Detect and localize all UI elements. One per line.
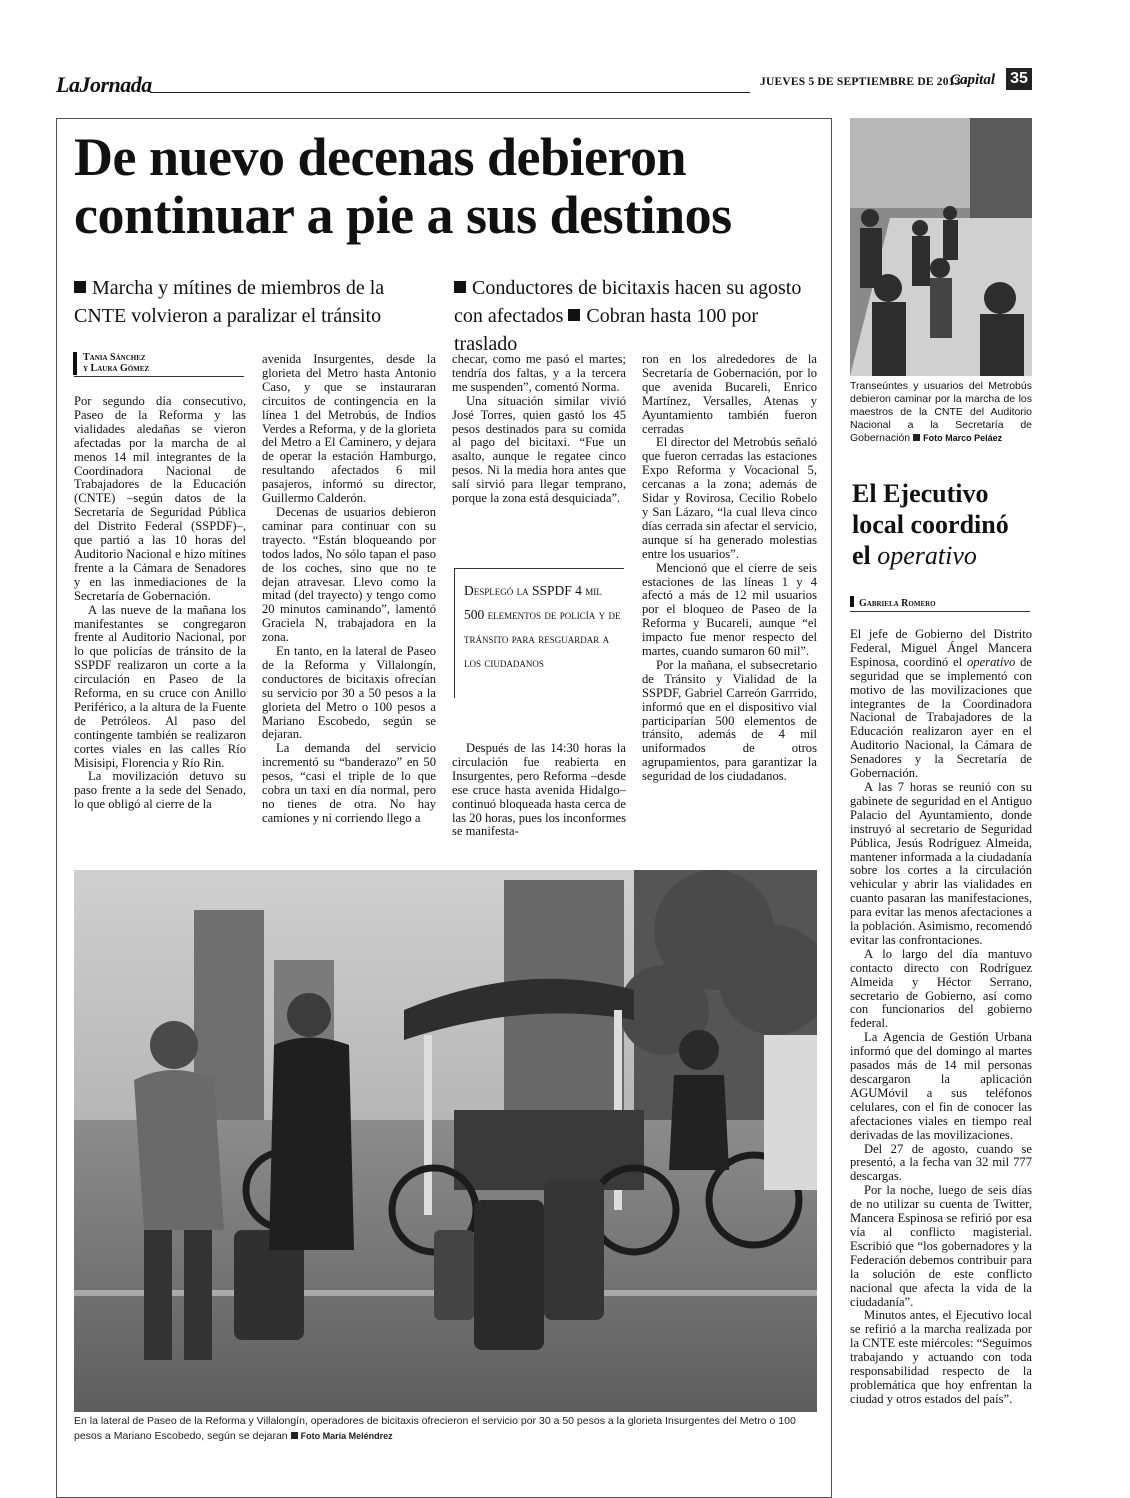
- sidebar-photo-caption-text: Transeúntes y usuarios del Metrobús debieron caminar por la marcha de los maestros de la CNTE del Auditorio Nacional a la Secretaría de Gobernación: [850, 380, 1032, 444]
- paragraph: La movilización detuvo su paso frente a la sede del Senado, lo que obligó al cierre de la: [74, 769, 246, 812]
- byline-author-2: y Laura Gómez: [83, 363, 150, 374]
- article-column-3: [452, 353, 626, 506]
- summary-2-text-b: Cobran hasta 100 por traslado: [454, 305, 759, 355]
- paragraph: Decenas de usuarios debieron caminar para continuar con su trayecto. “Están bloqueando por todos lados, No sólo tapan el paso de los coches, sino que no te dejan atravesar. Llevo como la mitad (del trayecto) y tengo como 20 minutos caminando”, lamentó Graciela N, trabajadora en la zona.: [262, 504, 436, 645]
- paragraph-text: de seguridad que se implementó con motivo de las movilizaciones que integrantes de la Coordinadora Nacional de Trabajadores de la Educación realizaron ayer en el Auditorio Nacional, la Cámara de Senadores y la Secretaría de Gobernación.: [850, 654, 1033, 781]
- bullet-square-icon: [568, 309, 580, 321]
- byline: [74, 352, 244, 377]
- paragraph: El director del Metrobús señaló que fueron cerradas las estaciones Expo Reforma y Vocacional 5, cercanas a la zona; además de Sidar y Rovirosa, Cecilio Robelo y San Lázaro, “la cual lleva cinco días cerrada sin afectar el servicio, aunque sí ha generado molestias entre los usuarios”.: [642, 435, 817, 561]
- dateline: JUEVES 5 DE SEPTIEMBRE DE 2013 •: [760, 76, 968, 88]
- summary-1: [74, 274, 414, 330]
- paragraph: A las 7 horas se reunió con su gabinete de seguridad en el Antiguo Palacio del Ayuntamiento, donde instruyó al secretario de Seguridad Pública, Jesús Rodríguez Almeida, mantener informada a la ciudadanía sobre los cortes a la circulación vehicular y abrir las vialidades en cuanto pasaran las manifestaciones, para evitar las menos afectaciones a la población. Asimismo, recomendó evitar las confrontaciones.: [850, 779, 1032, 947]
- paragraph: [850, 628, 1032, 781]
- sidebar-column: [850, 628, 1032, 1407]
- bicitaxi-photo: [74, 870, 817, 1412]
- paragraph: En tanto, en la lateral de Paseo de la Reforma y Villalongín, conductores de bicitaxis ofrecían su servicio por 30 a 50 pesos a la glorieta del Metro o 100 pesos a Mariano Escobedo, según se dejaran.: [262, 644, 436, 742]
- paragraph: La Agencia de Gestión Urbana informó que del domingo al martes pasados más de 14 mil personas descargaron la aplicación AGUMóvil a sus teléfonos celulares, con el fin de conocer las afectaciones viales en tiempo real derivadas de las movilizaciones.: [850, 1030, 1032, 1142]
- article-column-1: [74, 395, 246, 812]
- paragraph: Minutos antes, el Ejecutivo local se refirió a la marcha realizada por la CNTE este miércoles: “Seguimos trabajando y actuando con toda responsabilidad respecto de la problemática que hoy enfrentan la ciudad y otros estados del país”.: [850, 1308, 1032, 1406]
- paragraph: ron en los alrededores de la Secretaría de Gobernación, por lo que avenida Bucareli, Enrico Martínez, Versalles, Atenas y Ayuntamiento también fueron cerradas: [642, 352, 817, 436]
- paragraph: Por la noche, luego de seis días de no utilizar su cuenta de Twitter, Mancera Espinosa se refirió por esa vía al conflicto magisterial. Escribió que “los gobernadores y la Federación debemos contribuir para la solución de este conflicto nacional que afecta la vida de la ciudadanía”.: [850, 1183, 1032, 1309]
- sidebar-byline: [850, 596, 1030, 612]
- main-photo-caption: [74, 1414, 819, 1444]
- paragraph: checar, como me pasó el martes; tendría dos faltas, y a la tercera me suspenden”, comentó Norma.: [452, 352, 626, 394]
- sidebar-photo-caption: [850, 380, 1032, 445]
- article-column-3-continued: [452, 742, 626, 839]
- paragraph: Por la mañana, el subsecretario de Tránsito y Vialidad de la SSPDF, Gabriel Carreón Garrrido, informó que en el dispositivo vial participarían 500 elementos de tránsito, además de 4 mil uniformados de otros agrupamientos, para garantizar la seguridad de los ciudadanos.: [642, 657, 817, 784]
- article-column-2: [262, 353, 436, 826]
- newspaper-logo: LaJornada: [56, 72, 152, 97]
- sidebar-headline-italic: operativo: [877, 541, 977, 570]
- paragraph: Una situación similar vivió José Torres, quien gastó los 45 pesos destinados para su comida al pago del bicitaxi. “Fue un asalto, aunque le regatee cinco pesos. Ni la media hora antes que salí sirvió para llegar temprano, porque la zona está desquiciada”.: [452, 393, 626, 506]
- paragraph-text: El jefe de Gobierno del Distrito Federal, Miguel Ángel Mancera Espinosa, coordinó el: [850, 627, 1032, 669]
- summary-2-text-a: Conductores de bicitaxis hacen su agosto con afectados: [454, 277, 802, 327]
- paragraph: A lo largo del día mantuvo contacto directo con Rodríguez Almeida y Héctor Serrano, secretario de Gobierno, así como con funcionarios del gobierno federal.: [850, 946, 1032, 1031]
- credit-square-icon: [913, 434, 920, 441]
- summary-1-text: Marcha y mítines de miembros de la CNTE volvieron a paralizar el tránsito: [74, 277, 385, 327]
- pull-quote: Desplegó la SSPDF 4 mil 500 elementos de policía y de tránsito para resguardar a los ciudadanos: [454, 568, 624, 698]
- bicitaxi-photo-illustration: [74, 870, 817, 1412]
- paragraph: La demanda del servicio incrementó su “banderazo” en 50 pesos, “casi el triple de lo que cobra un taxi en día normal, pero no tienes de otra. No hay camiones y ni corriendo llego a: [262, 741, 436, 825]
- main-headline: De nuevo decenas debieron continuar a pie a sus destinos: [74, 127, 732, 245]
- paragraph: Mencionó que el cierre de seis estaciones de las líneas 1 y 4 afectó a más de 12 mil usuarios por el bloqueo de Paseo de la Reforma y Bucareli, aunque “el impacto fue menor respecto del martes, cuando sumaron 60 mil”.: [642, 560, 817, 659]
- main-photo-credit: Foto María Meléndrez: [300, 1431, 393, 1441]
- sidebar-headline-text: El Ejecutivo local coordinó el: [852, 479, 1009, 570]
- summary-2: [454, 274, 824, 358]
- article-column-4: [642, 353, 817, 784]
- paragraph: Del 27 de agosto, cuando se presentó, a la fecha van 32 mil 777 descargas.: [850, 1141, 1032, 1184]
- section-name: Capital: [950, 72, 996, 88]
- page-number: 35: [1006, 68, 1032, 90]
- byline-author-1: Tania Sánchez: [83, 352, 146, 363]
- bullet-square-icon: [454, 281, 466, 293]
- main-photo-caption-text: En la lateral de Paseo de la Reforma y Villalongín, operadores de bicitaxis ofrecieron el servicio por 30 a 50 pesos a la glorieta Insurgentes del Metro o 100 pesos a Mariano Escobedo, según se dejaran: [74, 1415, 796, 1442]
- sidebar-byline-author: Gabriela Romero: [859, 598, 936, 609]
- paragraph: A las nueve de la mañana los manifestantes se congregaron frente al Auditorio Nacional, por lo que policías de tránsito de la SSPDF realizaron un corte a la circulación en Paseo de la Reforma, en su cruce con Anillo Periférico, a la altura de la Fuente de Petróleos. Al paso del contingente también se realizaron cortes viales en las calles Río Misisipi, Florencia y Río Rin.: [74, 602, 246, 770]
- bullet-square-icon: [74, 281, 86, 293]
- paragraph: Después de las 14:30 horas la circulación fue reabierta en Insurgentes, pero Reforma –desde ese cruce hasta avenida Hidalgo– continuó bloqueada hasta cerca de las 20 horas, pues los inconformes se manifesta-: [452, 741, 626, 839]
- byline-bar: [73, 352, 77, 375]
- crowd-photo-illustration: [850, 118, 1032, 376]
- crowd-photo: [850, 118, 1032, 376]
- masthead-rule: [150, 92, 750, 93]
- paragraph: avenida Insurgentes, desde la glorieta del Metro hasta Antonio Caso, y que se instauraran circuitos de contingencia en la línea 1 del Metrobús, de Indios Verdes a Reforma, y de la glorieta del Metro a El Caminero, y dejara de operar la estación Hamburgo, resultando afectados 6 mil pasajeros, informó su director, Guillermo Calderón.: [262, 352, 436, 506]
- sidebar-photo-credit: Foto Marco Peláez: [923, 433, 1003, 443]
- paragraph-italic: operativo: [967, 654, 1016, 669]
- byline-bar: [850, 596, 854, 607]
- paragraph: Por segundo día consecutivo, Paseo de la Reforma y las vialidades aledañas se vieron afectadas por la marcha de al menos 14 mil integrantes de la Coordinadora Nacional de Trabajadores de la Educación (CNTE) –según datos de la Secretaría de Seguridad Pública del Distrito Federal (SSPDF)–, que partió a las 10 horas del Auditorio Nacional e hizo mítines frente a la Cámara de Senadores y en las inmediaciones de la Secretaría de Gobernación.: [74, 394, 246, 603]
- credit-square-icon: [291, 1432, 298, 1439]
- sidebar-headline: [852, 478, 1032, 571]
